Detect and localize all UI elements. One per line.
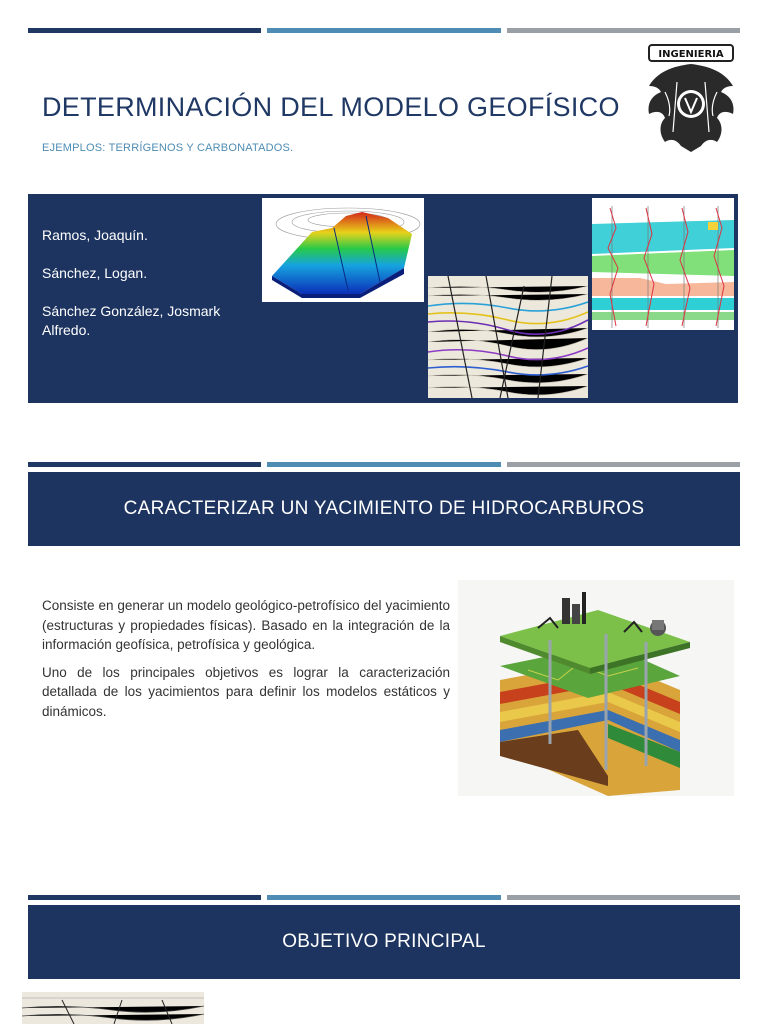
- slide-subtitle: EJEMPLOS: TERRÍGENOS Y CARBONATADOS.: [42, 142, 294, 154]
- accent-bars-2: [28, 462, 740, 467]
- top-accent-bars: [28, 28, 740, 33]
- accent-bar-gray: [507, 462, 740, 467]
- accent-bar-blue: [267, 28, 500, 33]
- paragraph-2: Uno de los principales objetivos es lograr la caracterización detallada de los yacimientos para definir los modelos estáticos y dinámicos.: [42, 664, 450, 719]
- accent-bar-navy: [28, 462, 261, 467]
- seismic-section-image: [428, 276, 588, 398]
- authors-list: [42, 226, 242, 359]
- well-log-correlation-image: [592, 198, 734, 330]
- section-heading-banner: [28, 472, 740, 546]
- accent-bar-gray: [507, 28, 740, 33]
- svg-text:INGENIERIA: INGENIERIA: [658, 49, 724, 60]
- author-2: Sánchez, Logan.: [42, 265, 148, 281]
- unam-ingenieria-seal-icon: [643, 42, 739, 156]
- paragraph-1: Consiste en generar un modelo geológico-petrofísico del yacimiento (estructuras y propiedades físicas). Basado en la integración de la información geofísica, petrofísica y geológica.: [42, 598, 450, 652]
- 3d-structure-map-image: [262, 198, 424, 302]
- accent-bar-gray: [507, 895, 740, 900]
- slide-title: DETERMINACIÓN DEL MODELO GEOFÍSICO: [42, 92, 620, 122]
- accent-bar-blue: [267, 895, 500, 900]
- accent-bar-navy: [28, 28, 261, 33]
- author-3: Sánchez González, Josmark Alfredo.: [42, 303, 221, 338]
- accent-bar-navy: [28, 895, 261, 900]
- body-text: [42, 596, 450, 729]
- objective-heading: OBJETIVO PRINCIPAL: [282, 931, 486, 952]
- objective-heading-banner: [28, 905, 740, 979]
- seismic-section-thumbnail-image: [22, 992, 204, 1024]
- accent-bar-blue: [267, 462, 500, 467]
- author-1: Ramos, Joaquín.: [42, 227, 148, 243]
- authors-panel: [28, 194, 738, 403]
- section-heading: CARACTERIZAR UN YACIMIENTO DE HIDROCARBUROS: [123, 498, 645, 519]
- accent-bars-3: [28, 895, 740, 900]
- reservoir-block-diagram-image: [458, 580, 734, 796]
